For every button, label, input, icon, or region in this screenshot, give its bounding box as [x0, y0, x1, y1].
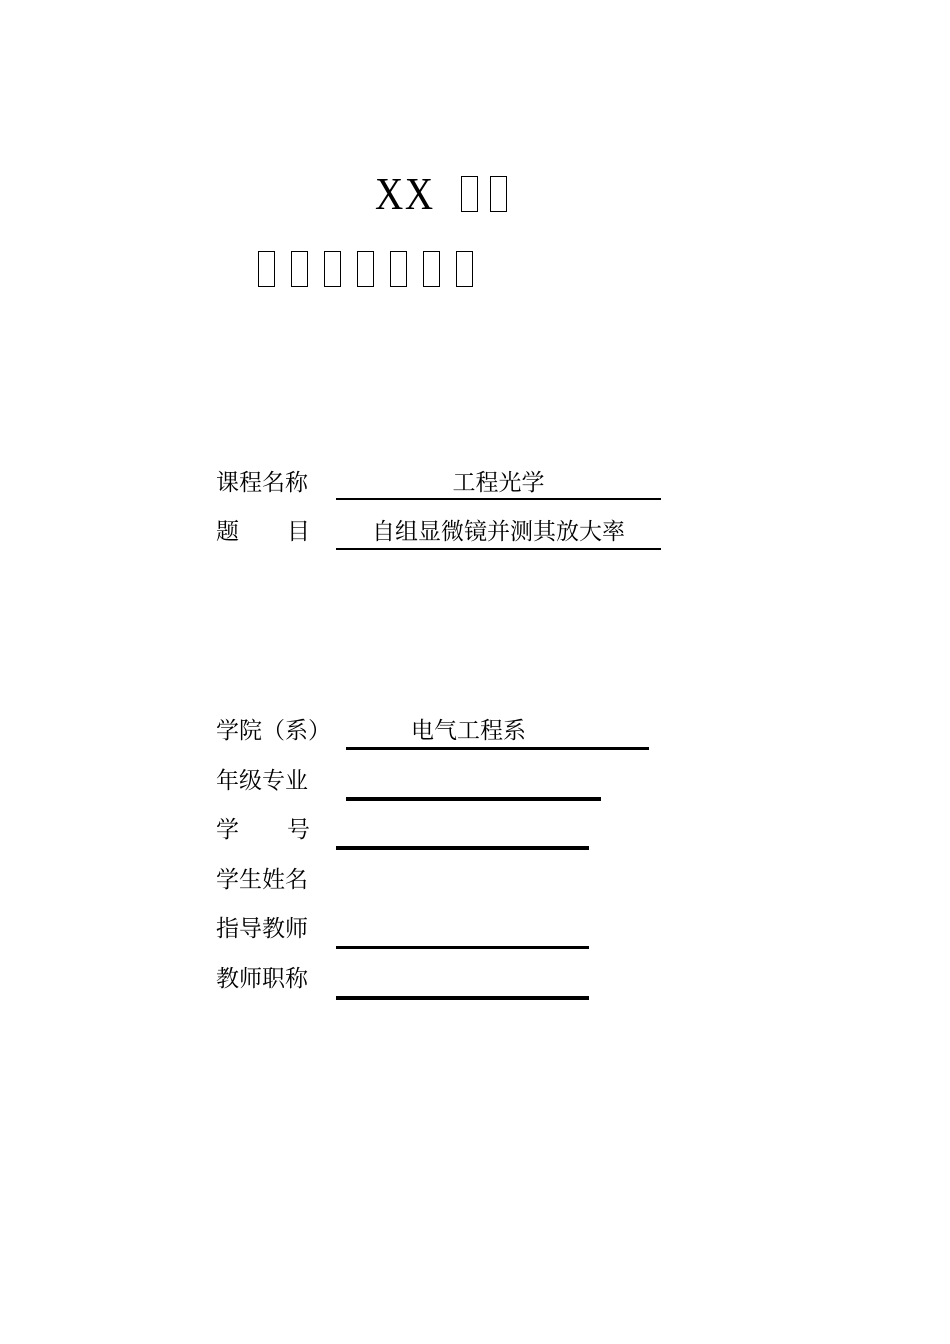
missing-glyph-box [291, 251, 308, 287]
title-prefix: XX [375, 168, 435, 219]
course-name-underline [336, 498, 661, 500]
missing-glyph-box [423, 251, 440, 287]
missing-glyph-box [461, 176, 478, 212]
college-label: 学院（系） [216, 718, 331, 744]
document-subtitle [258, 247, 473, 291]
topic-label-char: 题 [216, 519, 239, 545]
course-name-label: 课程名称 [216, 470, 308, 496]
title-missing-glyphs [461, 176, 507, 212]
subtitle-missing-glyphs [258, 251, 473, 287]
topic-underline [336, 548, 661, 550]
grade-major-label: 年级专业 [216, 768, 308, 794]
missing-glyph-box [490, 176, 507, 212]
student-id-label-char: 学 [216, 817, 239, 843]
grade-major-underline [346, 797, 601, 801]
missing-glyph-box [357, 251, 374, 287]
advisor-rank-underline [336, 996, 589, 1000]
document-title [375, 168, 507, 220]
missing-glyph-box [390, 251, 407, 287]
student-id-label-char: 号 [287, 817, 310, 843]
missing-glyph-box [456, 251, 473, 287]
advisor-label: 指导教师 [216, 916, 308, 942]
missing-glyph-box [324, 251, 341, 287]
topic-value: 自组显微镜并测其放大率 [372, 519, 625, 545]
student-id-underline [336, 846, 589, 850]
college-value: 电气工程系 [411, 718, 526, 744]
college-underline [346, 747, 649, 750]
topic-label-char: 目 [287, 519, 310, 545]
topic-label [216, 517, 310, 547]
advisor-underline [336, 946, 589, 949]
student-name-label: 学生姓名 [216, 867, 308, 893]
advisor-rank-label: 教师职称 [216, 966, 308, 992]
course-name-value: 工程光学 [452, 470, 545, 496]
student-id-label [216, 815, 310, 845]
missing-glyph-box [258, 251, 275, 287]
